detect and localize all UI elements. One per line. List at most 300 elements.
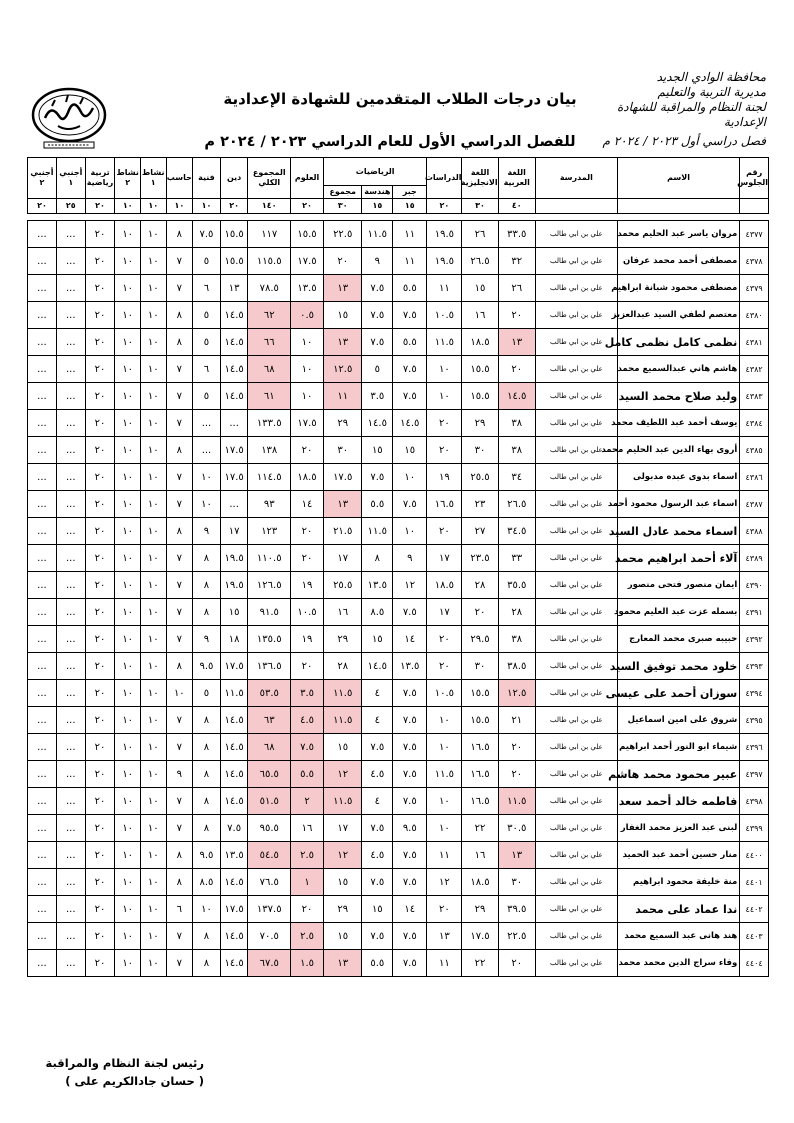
cell-activity1: ١٠ (140, 788, 166, 815)
cell-seat: ٤٣٩٤ (740, 680, 769, 707)
cell-math-total: ١٧.٥ (324, 464, 362, 491)
cell-sports: ٢٠ (85, 437, 115, 464)
cell-geometry: ٥.٥ (362, 491, 393, 518)
cell-arabic: ٢٢.٥ (498, 923, 535, 950)
cell-total: ٥١.٥ (248, 788, 291, 815)
col-social: الدراسات (427, 158, 462, 199)
cell-foreign2: ... (28, 626, 57, 653)
cell-seat: ٤٣٩٠ (740, 572, 769, 599)
col-sports: تربية رياضية (85, 158, 115, 199)
cell-total: ١١٤.٥ (248, 464, 291, 491)
cell-foreign2: ... (28, 653, 57, 680)
cell-seat: ٤٣٨٦ (740, 464, 769, 491)
table-row (28, 383, 769, 410)
cell-geometry: ١١.٥ (362, 518, 393, 545)
cell-english: ١٦.٥ (462, 788, 498, 815)
col-arabic: اللغة العربية (498, 158, 535, 199)
cell-activity1: ١٠ (140, 707, 166, 734)
cell-geometry: ٤ (362, 680, 393, 707)
cell-science: ٣.٥ (291, 680, 324, 707)
cell-arabic: ٣٤.٥ (498, 518, 535, 545)
cell-total: ٥٣.٥ (248, 680, 291, 707)
cell-foreign2: ... (28, 842, 57, 869)
cell-geometry: ٤ (362, 788, 393, 815)
col-geometry: هندسة (362, 186, 393, 199)
cell-science: ١٠ (291, 329, 324, 356)
cell-religion: ١٤.٥ (220, 383, 248, 410)
cell-seat: ٤٣٨٠ (740, 302, 769, 329)
cell-art: ١٠ (193, 491, 221, 518)
cell-school: علي بن ابي طالب (535, 464, 617, 491)
cell-computer: ٧ (166, 545, 193, 572)
cell-religion: ١٤.٥ (220, 302, 248, 329)
cell-computer: ٧ (166, 383, 193, 410)
col-school: المدرسة (535, 158, 617, 199)
cell-sports: ٢٠ (85, 302, 115, 329)
cell-arabic: ٢٠ (498, 734, 535, 761)
cell-sports: ٢٠ (85, 572, 115, 599)
cell-arabic: ٣٨ (498, 410, 535, 437)
cell-foreign2: ... (28, 302, 57, 329)
cell-math-total: ٣٠ (324, 437, 362, 464)
cell-foreign1: ... (56, 329, 85, 356)
max-mark: ١٥ (362, 199, 393, 214)
cell-school: علي بن ابي طالب (535, 329, 617, 356)
cell-activity1: ١٠ (140, 572, 166, 599)
cell-algebra: ٧.٥ (393, 869, 427, 896)
cell-name: خلود محمد توفيق السيد (617, 653, 739, 680)
cell-arabic: ٣٨ (498, 626, 535, 653)
cell-school: علي بن ابي طالب (535, 410, 617, 437)
cell-foreign1: ... (56, 680, 85, 707)
cell-foreign2: ... (28, 383, 57, 410)
max-mark: ٢٥ (56, 199, 85, 214)
cell-activity1: ١٠ (140, 680, 166, 707)
cell-math-total: ١٥ (324, 302, 362, 329)
cell-algebra: ١٠ (393, 518, 427, 545)
directorate-text: مديرية التربية والتعليم (657, 85, 766, 99)
cell-activity1: ١٠ (140, 221, 166, 248)
cell-seat: ٤٣٩٧ (740, 761, 769, 788)
cell-computer: ٨ (166, 302, 193, 329)
cell-algebra: ٧.٥ (393, 788, 427, 815)
cell-activity2: ١٠ (115, 383, 141, 410)
cell-foreign1: ... (56, 734, 85, 761)
cell-activity2: ١٠ (115, 950, 141, 977)
cell-algebra: ٥.٥ (393, 329, 427, 356)
cell-religion: ١٧.٥ (220, 653, 248, 680)
cell-seat: ٤٤٠٠ (740, 842, 769, 869)
cell-sports: ٢٠ (85, 356, 115, 383)
cell-activity2: ١٠ (115, 896, 141, 923)
governorate-text: محافظة الوادي الجديد (656, 70, 766, 84)
cell-science: ٧.٥ (291, 734, 324, 761)
cell-sports: ٢٠ (85, 950, 115, 977)
cell-activity2: ١٠ (115, 707, 141, 734)
cell-total: ٧٦.٥ (248, 869, 291, 896)
cell-total: ١٣٣.٥ (248, 410, 291, 437)
cell-foreign2: ... (28, 410, 57, 437)
cell-school: علي بن ابي طالب (535, 383, 617, 410)
cell-school: علي بن ابي طالب (535, 680, 617, 707)
cell-religion: ١٩.٥ (220, 545, 248, 572)
cell-seat: ٤٣٩٩ (740, 815, 769, 842)
table-row (28, 626, 769, 653)
table-row (28, 572, 769, 599)
cell-school: علي بن ابي طالب (535, 572, 617, 599)
cell-foreign1: ... (56, 707, 85, 734)
cell-total: ٩١.٥ (248, 599, 291, 626)
cell-name: منار حسين أحمد عبد الحميد (617, 842, 739, 869)
table-row (28, 302, 769, 329)
cell-foreign1: ... (56, 491, 85, 518)
cell-school: علي بن ابي طالب (535, 950, 617, 977)
cell-social: ١١ (427, 842, 462, 869)
cell-art: ٨ (193, 761, 221, 788)
grades-body (28, 221, 769, 977)
cell-computer: ٨ (166, 329, 193, 356)
cell-algebra: ١١ (393, 221, 427, 248)
cell-science: ١٥.٥ (291, 221, 324, 248)
cell-total: ١١٥.٥ (248, 248, 291, 275)
cell-social: ١٦.٥ (427, 491, 462, 518)
cell-geometry: ٤.٥ (362, 761, 393, 788)
cell-sports: ٢٠ (85, 275, 115, 302)
cell-computer: ٨ (166, 437, 193, 464)
cell-science: ١٤ (291, 491, 324, 518)
cell-geometry: ١٥ (362, 626, 393, 653)
max-mark: ٣٠ (462, 199, 498, 214)
cell-arabic: ٢٦ (498, 275, 535, 302)
cell-math-total: ١٣ (324, 329, 362, 356)
cell-english: ٢٢ (462, 815, 498, 842)
cell-arabic: ٣٨.٥ (498, 653, 535, 680)
cell-social: ١٩.٥ (427, 248, 462, 275)
cell-foreign2: ... (28, 923, 57, 950)
cell-social: ١١.٥ (427, 761, 462, 788)
cell-school: علي بن ابي طالب (535, 248, 617, 275)
cell-algebra: ٧.٥ (393, 491, 427, 518)
cell-computer: ٨ (166, 221, 193, 248)
cell-activity2: ١٠ (115, 248, 141, 275)
cell-computer: ٧ (166, 923, 193, 950)
cell-science: ١٧.٥ (291, 410, 324, 437)
cell-english: ١٥.٥ (462, 383, 498, 410)
cell-sports: ٢٠ (85, 410, 115, 437)
cell-activity2: ١٠ (115, 302, 141, 329)
cell-school: علي بن ابي طالب (535, 599, 617, 626)
cell-english: ١٦.٥ (462, 761, 498, 788)
cell-computer: ٧ (166, 599, 193, 626)
max-mark: ١٠ (166, 199, 193, 214)
cell-art: ١٠ (193, 896, 221, 923)
cell-arabic: ١١.٥ (498, 788, 535, 815)
cell-english: ٢٢ (462, 950, 498, 977)
cell-social: ٢٠ (427, 518, 462, 545)
cell-seat: ٤٣٩٥ (740, 707, 769, 734)
cell-activity2: ١٠ (115, 356, 141, 383)
cell-english: ٢٥.٥ (462, 464, 498, 491)
cell-seat: ٤٣٩٢ (740, 626, 769, 653)
cell-activity1: ١٠ (140, 626, 166, 653)
cell-arabic: ٣٣.٥ (498, 221, 535, 248)
cell-math-total: ٢٨ (324, 653, 362, 680)
cell-name: فاطمه خالد أحمد سعد (617, 788, 739, 815)
cell-seat: ٤٣٧٧ (740, 221, 769, 248)
cell-sports: ٢٠ (85, 491, 115, 518)
cell-art: ٨ (193, 734, 221, 761)
cell-activity2: ١٠ (115, 464, 141, 491)
cell-foreign2: ... (28, 896, 57, 923)
cell-social: ١٠ (427, 707, 462, 734)
max-mark: ٢٠ (427, 199, 462, 214)
table-row (28, 707, 769, 734)
cell-math-total: ١٢.٥ (324, 356, 362, 383)
cell-science: ٢.٥ (291, 923, 324, 950)
cell-sports: ٢٠ (85, 248, 115, 275)
cell-art: ٨.٥ (193, 869, 221, 896)
cell-art: ٥ (193, 383, 221, 410)
cell-computer: ٧ (166, 788, 193, 815)
cell-science: ٢.٥ (291, 842, 324, 869)
cell-arabic: ٣٤ (498, 464, 535, 491)
cell-total: ٩٥.٥ (248, 815, 291, 842)
table-row (28, 437, 769, 464)
cell-total: ٦٣ (248, 707, 291, 734)
cell-name: مروان ياسر عبد الحليم محمد (617, 221, 739, 248)
max-mark: ٢٠ (291, 199, 324, 214)
cell-name: بسمله عزت عبد العليم محمود (617, 599, 739, 626)
max-mark: ٤٠ (498, 199, 535, 214)
cell-geometry: ٤ (362, 707, 393, 734)
cell-art: ٨ (193, 572, 221, 599)
table-row (28, 869, 769, 896)
cell-social: ١٠ (427, 383, 462, 410)
semester-label: فصل دراسي أول ٢٠٢٣ / ٢٠٢٤ م (602, 134, 766, 148)
cell-english: ٢٦ (462, 221, 498, 248)
cell-geometry: ٥ (362, 356, 393, 383)
max-mark: ٢٠ (28, 199, 57, 214)
cell-math-total: ٢٥.٥ (324, 572, 362, 599)
cell-social: ٢٠ (427, 653, 462, 680)
cell-seat: ٤٣٩٣ (740, 653, 769, 680)
cell-english: ١٨.٥ (462, 329, 498, 356)
cell-total: ١١٧ (248, 221, 291, 248)
cell-art: ٨ (193, 788, 221, 815)
cell-activity1: ١٠ (140, 410, 166, 437)
cell-foreign1: ... (56, 923, 85, 950)
cell-computer: ١٠ (166, 680, 193, 707)
cell-social: ١٠ (427, 356, 462, 383)
cell-name: شروق على امين اسماعيل (617, 707, 739, 734)
table-row (28, 842, 769, 869)
cell-activity2: ١٠ (115, 653, 141, 680)
cell-math-total: ١٣ (324, 275, 362, 302)
cell-foreign2: ... (28, 518, 57, 545)
cell-name: وليد صلاح محمد السيد (617, 383, 739, 410)
cell-arabic: ٣٨ (498, 437, 535, 464)
col-computer: حاسب (166, 158, 193, 199)
cell-english: ١٦ (462, 302, 498, 329)
cell-name: وفاء سراج الدين محمد محمد (617, 950, 739, 977)
cell-name: آلاء أحمد ابراهيم محمد (617, 545, 739, 572)
cell-school: علي بن ابي طالب (535, 869, 617, 896)
cell-activity2: ١٠ (115, 572, 141, 599)
cell-algebra: ٧.٥ (393, 707, 427, 734)
cell-foreign2: ... (28, 356, 57, 383)
cell-science: ٥.٥ (291, 761, 324, 788)
cell-foreign2: ... (28, 734, 57, 761)
cell-algebra: ٧.٥ (393, 950, 427, 977)
cell-science: ١٧.٥ (291, 248, 324, 275)
cell-total: ١٣٨ (248, 437, 291, 464)
cell-name: عبير محمود محمد هاشم (617, 761, 739, 788)
cell-geometry: ١٣.٥ (362, 572, 393, 599)
cell-arabic: ١٢.٥ (498, 680, 535, 707)
cell-english: ٢٧ (462, 518, 498, 545)
cell-art: ٨ (193, 815, 221, 842)
cell-social: ٢٠ (427, 410, 462, 437)
cell-math-total: ٢٢.٥ (324, 221, 362, 248)
cell-seat: ٤٣٨١ (740, 329, 769, 356)
cell-religion: ... (220, 491, 248, 518)
cell-foreign2: ... (28, 221, 57, 248)
cell-name: يوسف أحمد عبد اللطيف محمد (617, 410, 739, 437)
cell-total: ٦١ (248, 383, 291, 410)
cell-geometry: ١٥ (362, 896, 393, 923)
cell-algebra: ٩.٥ (393, 815, 427, 842)
col-seat: رقم الجلوس (740, 158, 769, 199)
cell-arabic: ١٤.٥ (498, 383, 535, 410)
cell-art: ٩ (193, 626, 221, 653)
cell-activity1: ١٠ (140, 329, 166, 356)
cell-computer: ٧ (166, 950, 193, 977)
max-mark: ١٥ (393, 199, 427, 214)
cell-seat: ٤٤٠٣ (740, 923, 769, 950)
cell-art: ٨ (193, 545, 221, 572)
cell-sports: ٢٠ (85, 761, 115, 788)
cell-total: ٦٢ (248, 302, 291, 329)
cell-foreign1: ... (56, 950, 85, 977)
cell-school: علي بن ابي طالب (535, 923, 617, 950)
max-mark (740, 199, 769, 214)
cell-religion: ١٤.٥ (220, 950, 248, 977)
cell-seat: ٤٣٨٩ (740, 545, 769, 572)
cell-foreign1: ... (56, 869, 85, 896)
cell-foreign1: ... (56, 896, 85, 923)
cell-english: ٢٠ (462, 599, 498, 626)
cell-algebra: ٧.٥ (393, 734, 427, 761)
cell-arabic: ٢١ (498, 707, 535, 734)
cell-name: حبيبه صبرى محمد المعارج (617, 626, 739, 653)
cell-school: علي بن ابي طالب (535, 896, 617, 923)
cell-social: ٢٠ (427, 437, 462, 464)
cell-science: ١٦ (291, 815, 324, 842)
cell-religion: ١٥ (220, 599, 248, 626)
cell-activity2: ١٠ (115, 626, 141, 653)
cell-computer: ٧ (166, 815, 193, 842)
cell-social: ٢٠ (427, 626, 462, 653)
cell-school: علي بن ابي طالب (535, 518, 617, 545)
max-mark (535, 199, 617, 214)
cell-sports: ٢٠ (85, 464, 115, 491)
cell-name: معتصم لطفي السيد عبدالعزيز (617, 302, 739, 329)
cell-computer: ٨ (166, 518, 193, 545)
cell-school: علي بن ابي طالب (535, 491, 617, 518)
cell-name: هاشم هاني عبدالسميع محمد (617, 356, 739, 383)
cell-english: ١٥.٥ (462, 356, 498, 383)
col-total: المجموع الكلي (248, 158, 291, 199)
cell-algebra: ١٠ (393, 464, 427, 491)
cell-geometry: ٩ (362, 248, 393, 275)
cell-foreign1: ... (56, 545, 85, 572)
cell-algebra: ١٣.٥ (393, 653, 427, 680)
cell-algebra: ٧.٥ (393, 599, 427, 626)
cell-activity1: ١٠ (140, 761, 166, 788)
cell-science: ١٠ (291, 383, 324, 410)
cell-english: ٢٨ (462, 572, 498, 599)
cell-total: ١٢٣ (248, 518, 291, 545)
cell-computer: ٧ (166, 572, 193, 599)
cell-school: علي بن ابي طالب (535, 437, 617, 464)
cell-math-total: ١٥ (324, 923, 362, 950)
cell-sports: ٢٠ (85, 788, 115, 815)
cell-total: ١٢٦.٥ (248, 572, 291, 599)
cell-sports: ٢٠ (85, 518, 115, 545)
cell-foreign2: ... (28, 437, 57, 464)
cell-foreign2: ... (28, 329, 57, 356)
cell-english: ٢٩.٥ (462, 626, 498, 653)
table-row (28, 599, 769, 626)
cell-activity1: ١٠ (140, 869, 166, 896)
cell-math-total: ٢٩ (324, 410, 362, 437)
cell-seat: ٤٣٨٣ (740, 383, 769, 410)
cell-geometry: ٨ (362, 545, 393, 572)
col-science: العلوم (291, 158, 324, 199)
cell-social: ١١ (427, 275, 462, 302)
cell-social: ١٨.٥ (427, 572, 462, 599)
cell-art: ٥ (193, 680, 221, 707)
cell-math-total: ٢٩ (324, 626, 362, 653)
max-mark: ٢٠ (85, 199, 115, 214)
cell-sports: ٢٠ (85, 707, 115, 734)
cell-algebra: ٧.٥ (393, 302, 427, 329)
cell-foreign2: ... (28, 248, 57, 275)
cell-religion: ١٤.٥ (220, 869, 248, 896)
cell-school: علي بن ابي طالب (535, 275, 617, 302)
cell-seat: ٤٣٨٢ (740, 356, 769, 383)
cell-activity2: ١٠ (115, 410, 141, 437)
cell-foreign2: ... (28, 491, 57, 518)
cell-foreign2: ... (28, 788, 57, 815)
cell-computer: ٦ (166, 896, 193, 923)
cell-computer: ٨ (166, 842, 193, 869)
table-row (28, 410, 769, 437)
cell-seat: ٤٣٩٨ (740, 788, 769, 815)
cell-geometry: ١٤.٥ (362, 653, 393, 680)
cell-activity1: ١٠ (140, 896, 166, 923)
col-foreign2: أجنبي ٢ (28, 158, 57, 199)
cell-arabic: ٣٣ (498, 545, 535, 572)
cell-algebra: ١٢ (393, 572, 427, 599)
cell-math-total: ٢١.٥ (324, 518, 362, 545)
cell-social: ٢٠ (427, 896, 462, 923)
cell-social: ١١ (427, 950, 462, 977)
cell-religion: ١١.٥ (220, 680, 248, 707)
cell-foreign1: ... (56, 815, 85, 842)
cell-social: ١٩.٥ (427, 221, 462, 248)
table-row (28, 761, 769, 788)
